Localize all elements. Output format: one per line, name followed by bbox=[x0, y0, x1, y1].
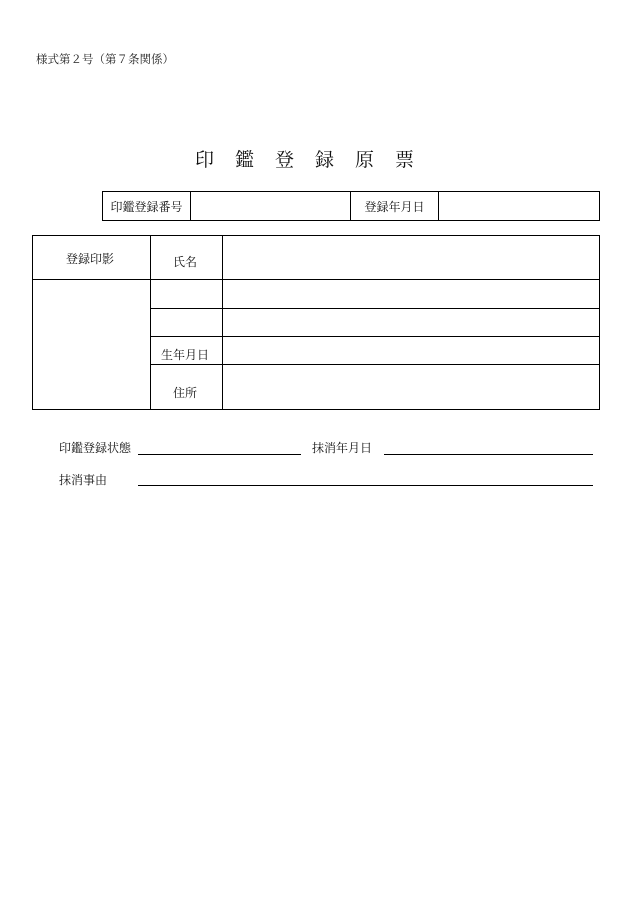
table-border-bottom bbox=[32, 409, 600, 410]
table-divider-h3 bbox=[150, 336, 600, 337]
registration-date-field[interactable] bbox=[439, 192, 599, 220]
name-label: 氏名 bbox=[173, 255, 198, 269]
registration-number-field[interactable] bbox=[191, 192, 351, 220]
table-divider-v2 bbox=[222, 235, 223, 410]
registration-status-field[interactable] bbox=[138, 454, 301, 455]
registrant-table bbox=[32, 235, 600, 410]
seal-impression-label: 登録印影 bbox=[66, 252, 115, 266]
registration-status-label: 印鑑登録状態 bbox=[59, 441, 132, 455]
table-border-top bbox=[32, 235, 600, 236]
table-divider-h2 bbox=[150, 308, 600, 309]
table-divider-v1 bbox=[150, 235, 151, 410]
cancellation-reason-label: 抹消事由 bbox=[59, 473, 108, 487]
birth-date-label: 生年月日 bbox=[161, 348, 210, 362]
table-divider-h4 bbox=[150, 364, 600, 365]
cancellation-date-field[interactable] bbox=[384, 454, 593, 455]
table-border-left bbox=[32, 235, 33, 410]
registration-date-label: 登録年月日 bbox=[351, 192, 439, 220]
cancellation-reason-field[interactable] bbox=[138, 485, 593, 486]
table-divider-h1 bbox=[32, 279, 600, 280]
address-label: 住所 bbox=[173, 386, 198, 400]
page-title: 印鑑登録原票 bbox=[194, 149, 435, 171]
registration-table bbox=[102, 191, 600, 221]
cancellation-date-label: 抹消年月日 bbox=[312, 441, 373, 455]
table-border-right bbox=[599, 235, 600, 410]
form-reference: 様式第２号（第７条関係） bbox=[36, 52, 174, 66]
registration-number-label: 印鑑登録番号 bbox=[103, 192, 191, 220]
